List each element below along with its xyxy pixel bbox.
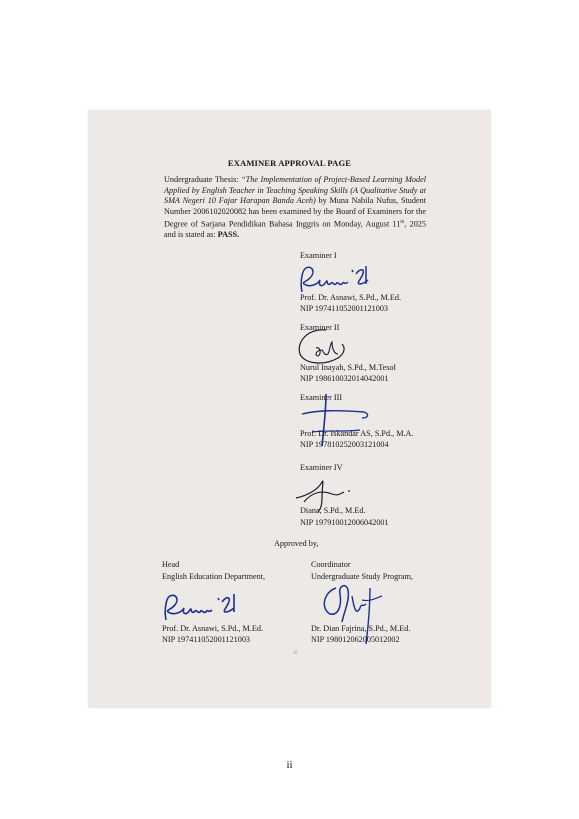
thesis-title: “The Implementation of Project-Based Learning Model Applied by English Teacher in Teaching Speaking Skills (A Qualitative Study at SMA Negeri 10 Fajar Harapan Banda Aceh): [164, 175, 426, 206]
page-number: ii: [286, 759, 293, 771]
approved-by: Approved by,: [274, 539, 319, 548]
head-department: English Education Department,: [162, 572, 265, 581]
head-nip: NIP 197411052001121003: [162, 635, 251, 644]
statement-body: by Muna Nabila Nufus, Student Number 2006102020082 has been examined by the Board of Examiners for the Degree of Sarjana Pendidikan Bahasa Inggris on Monday, August 11: [164, 196, 426, 229]
intro-label: Undergraduate Thesis:: [164, 175, 242, 184]
examiner-1-name: Prof. Dr. Asnawi, S.Pd., M.Ed.: [300, 293, 401, 302]
examiner-1-nip: NIP 197411052001121003: [300, 304, 389, 313]
approval-statement: [164, 175, 426, 241]
examiner-3-nip: NIP 197810252003121004: [300, 440, 389, 449]
examiner-2-name: Nurul Inayah, S.Pd., M.Tesol: [300, 363, 396, 372]
result-period: .: [237, 230, 240, 240]
head-name: Prof. Dr. Asnawi, S.Pd., M.Ed.: [162, 624, 263, 633]
examiner-4-nip: NIP 197910012006042001: [300, 518, 389, 527]
coordinator-name: Dr. Dian Fajrina, S.Pd., M.Ed.: [311, 624, 411, 633]
examiner-1-label: Examiner I: [300, 251, 337, 260]
examiner-2-signature: [294, 324, 354, 368]
head-title: Head: [162, 560, 180, 569]
examiner-4-name: Diana, S.Pd., M.Ed.: [300, 506, 366, 515]
head-signature: [158, 588, 250, 626]
examiner-2-nip: NIP 198610032014042001: [300, 374, 389, 383]
examiner-3-name: Prof. Dr. Iskandar AS, S.Pd., M.A.: [300, 429, 414, 438]
date-superscript: th: [400, 219, 405, 225]
coordinator-nip: NIP 198012062005012002: [311, 635, 400, 644]
coordinator-program: Undergraduate Study Program,: [311, 572, 413, 581]
examiner-2-label: Examiner II: [300, 323, 340, 332]
examiner-4-label: Examiner IV: [300, 463, 343, 472]
examiner-3-label: Examiner III: [300, 393, 343, 402]
scanned-approval-page: [88, 110, 491, 708]
statement-body-end: , 2025 and is stated as:: [164, 219, 426, 240]
page-title: EXAMINER APPROVAL PAGE: [227, 158, 352, 168]
result-pass: PASS: [217, 230, 238, 240]
coordinator-title: Coordinator: [311, 560, 351, 569]
inner-page-mark: ii: [294, 651, 297, 656]
